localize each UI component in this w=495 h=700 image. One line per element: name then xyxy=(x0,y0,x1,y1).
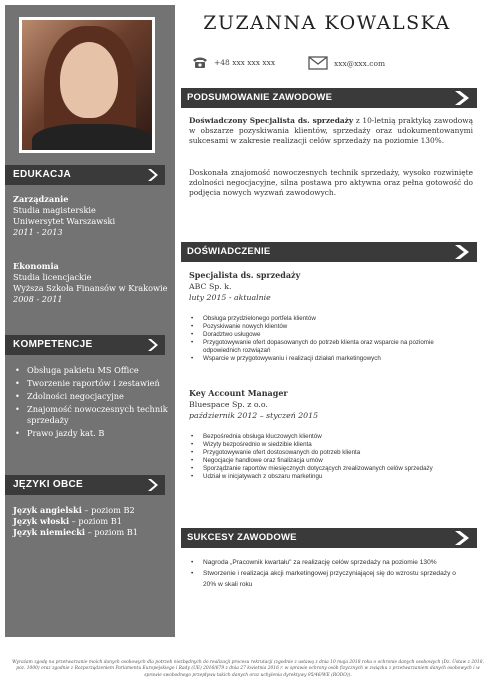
chevron-icon xyxy=(451,90,473,106)
job-duties xyxy=(189,315,469,363)
list-item xyxy=(13,505,168,516)
list-item: • Obsługa przydzielonego portfela klientów xyxy=(189,315,469,323)
achievements-heading xyxy=(181,528,477,548)
education-entry xyxy=(13,261,168,305)
education-heading-label: EDUKACJA xyxy=(13,169,71,180)
email-contact xyxy=(308,56,385,70)
language-level: – poziom B2 xyxy=(81,505,135,515)
job-dates: październik 2012 – styczeń 2015 xyxy=(189,411,319,420)
list-item: • Przygotowywanie ofert dostosowanych do potrzeb klienta xyxy=(189,449,469,457)
list-item: • Sporządzanie raportów miesięcznych dotyczących zrealizowanych celów sprzedaży xyxy=(189,465,469,473)
gdpr-consent: Wyrażam zgodę na przetwarzanie moich danych osobowych dla potrzeb niezbędnych do realizacji procesu rekrutacji (zgodnie z ustawą z dnia 10 maja 2018 roku o ochronie danych osobowych (Dz. Ustaw z 2018, poz. 1000) oraz zgodnie z Rozporządzeniem Parlamentu Europejskiego i Rady (UE) 2016/679 z dnia 27 kwietnia 2016 r. w sprawie ochrony osób fizycznych w związku z przetwarzaniem danych osobowych i w sprawie swobodnego przepływu takich danych oraz uchylenia dyrektywy 95/46/WE (RODO)). xyxy=(12,660,484,678)
summary-paragraph xyxy=(189,116,473,147)
achievements-list xyxy=(189,557,469,590)
job-company: Bluespace Sp. z o.o. xyxy=(189,400,268,409)
list-item: • Stworzenie i realizacja akcji marketingowej przyczyniającej się do wzrostu sprzedaży o 20% w skali roku xyxy=(189,568,469,590)
education-years: 2011 - 2013 xyxy=(13,227,63,237)
experience-heading xyxy=(181,242,477,262)
list-item: • Pozyskiwanie nowych klientów xyxy=(189,323,469,331)
skills-list xyxy=(13,365,168,441)
list-item: • Tworzenie raportów i zestawień xyxy=(13,378,168,389)
education-years: 2008 - 2011 xyxy=(13,294,63,304)
list-item xyxy=(13,516,168,527)
language-name: Język angielski xyxy=(13,505,82,515)
list-item: • Wizyty bezpośrednio w siedzibie klienta xyxy=(189,441,469,449)
sidebar xyxy=(5,5,175,637)
list-item: • Bezpośrednia obsługa kluczowych klientów xyxy=(189,433,469,441)
job-position: Key Account Manager xyxy=(189,388,288,398)
list-item: • Przygotowywanie ofert dopasowanych do potrzeb klienta oraz wsparcie na poziomie odpowiednich rozwiązań xyxy=(189,339,469,355)
chevron-icon xyxy=(451,244,473,260)
summary-heading-label: PODSUMOWANIE ZAWODOWE xyxy=(187,92,333,103)
education-heading xyxy=(5,165,165,185)
list-item: • Obsługa pakietu MS Office xyxy=(13,365,168,376)
job-dates: luty 2015 - aktualnie xyxy=(189,293,271,302)
list-item: • Nagroda „Pracownik kwartału" za realizację celów sprzedaży na poziomie 130% xyxy=(189,557,469,568)
list-item: • Udział w inicjatywach z obszaru marketingu xyxy=(189,473,469,481)
languages-heading xyxy=(5,475,165,495)
language-name: Język włoski xyxy=(13,516,70,526)
email-icon xyxy=(308,56,328,70)
language-level: – poziom B1 xyxy=(85,527,138,537)
achievements-heading-label: SUKCESY ZAWODOWE xyxy=(187,532,297,543)
summary-highlight: Doświadczony Specjalista ds. sprzedaży xyxy=(189,116,354,125)
skills-heading-label: KOMPETENCJE xyxy=(13,339,93,350)
education-school: Uniwersytet Warszawski xyxy=(13,216,116,226)
education-school: Wyższa Szkoła Finansów w Krakowie xyxy=(13,283,168,293)
education-field: Ekonomia xyxy=(13,261,59,271)
education-entry xyxy=(13,194,168,238)
list-item: • Wsparcie w przygotowywaniu i realizacji działań marketingowych xyxy=(189,355,469,363)
chevron-icon xyxy=(145,477,161,493)
languages-heading-label: JĘZYKI OBCE xyxy=(13,479,83,490)
skills-heading xyxy=(5,335,165,355)
list-item xyxy=(13,527,168,538)
chevron-icon xyxy=(451,530,473,546)
education-degree: Studia magisterskie xyxy=(13,205,96,215)
job-position: Specjalista ds. sprzedaży xyxy=(189,270,301,280)
chevron-icon xyxy=(145,167,161,183)
education-degree: Studia licencjackie xyxy=(13,272,92,282)
phone-icon xyxy=(192,56,208,68)
list-item: • Zdolności negocjacyjne xyxy=(13,391,168,402)
profile-photo xyxy=(19,17,155,153)
list-item: • Doradztwo usługowe xyxy=(189,331,469,339)
list-item: • Negocjacje handlowe oraz finalizacja umów xyxy=(189,457,469,465)
education-field: Zarządzanie xyxy=(13,194,69,204)
job-company: ABC Sp. k. xyxy=(189,282,232,291)
experience-heading-label: DOŚWIADCZENIE xyxy=(187,246,271,257)
job-duties xyxy=(189,433,469,481)
phone-contact xyxy=(192,56,275,68)
email-address: xxx@xxx.com xyxy=(334,58,386,68)
summary-paragraph: Doskonała znajomość nowoczesnych technik sprzedaży, wysoko rozwinięte zdolności negocjacyjne, silna postawa pro aktywna oraz pełna gotowość do podjęcia nowych wyzwań zawodowych. xyxy=(189,168,473,198)
summary-text: z 10-letnią praktyką zawodową w obszarze pozyskiwania klientów, sprzedaży oraz udokumentowanymi sukcesami w zakresie realizacji celów sprzedaży na poziomie 130%. xyxy=(189,116,473,146)
language-name: Język niemiecki xyxy=(13,527,86,537)
candidate-name: ZUZANNA KOWALSKA xyxy=(203,12,451,34)
list-item: • Znajomość nowoczesnych technik sprzedaży xyxy=(13,404,168,426)
language-level: – poziom B1 xyxy=(69,516,123,526)
list-item: • Prawo jazdy kat. B xyxy=(13,428,168,439)
phone-number: +48 xxx xxx xxx xyxy=(214,57,276,67)
chevron-icon xyxy=(145,337,161,353)
languages-list xyxy=(13,505,168,538)
summary-heading xyxy=(181,88,477,108)
